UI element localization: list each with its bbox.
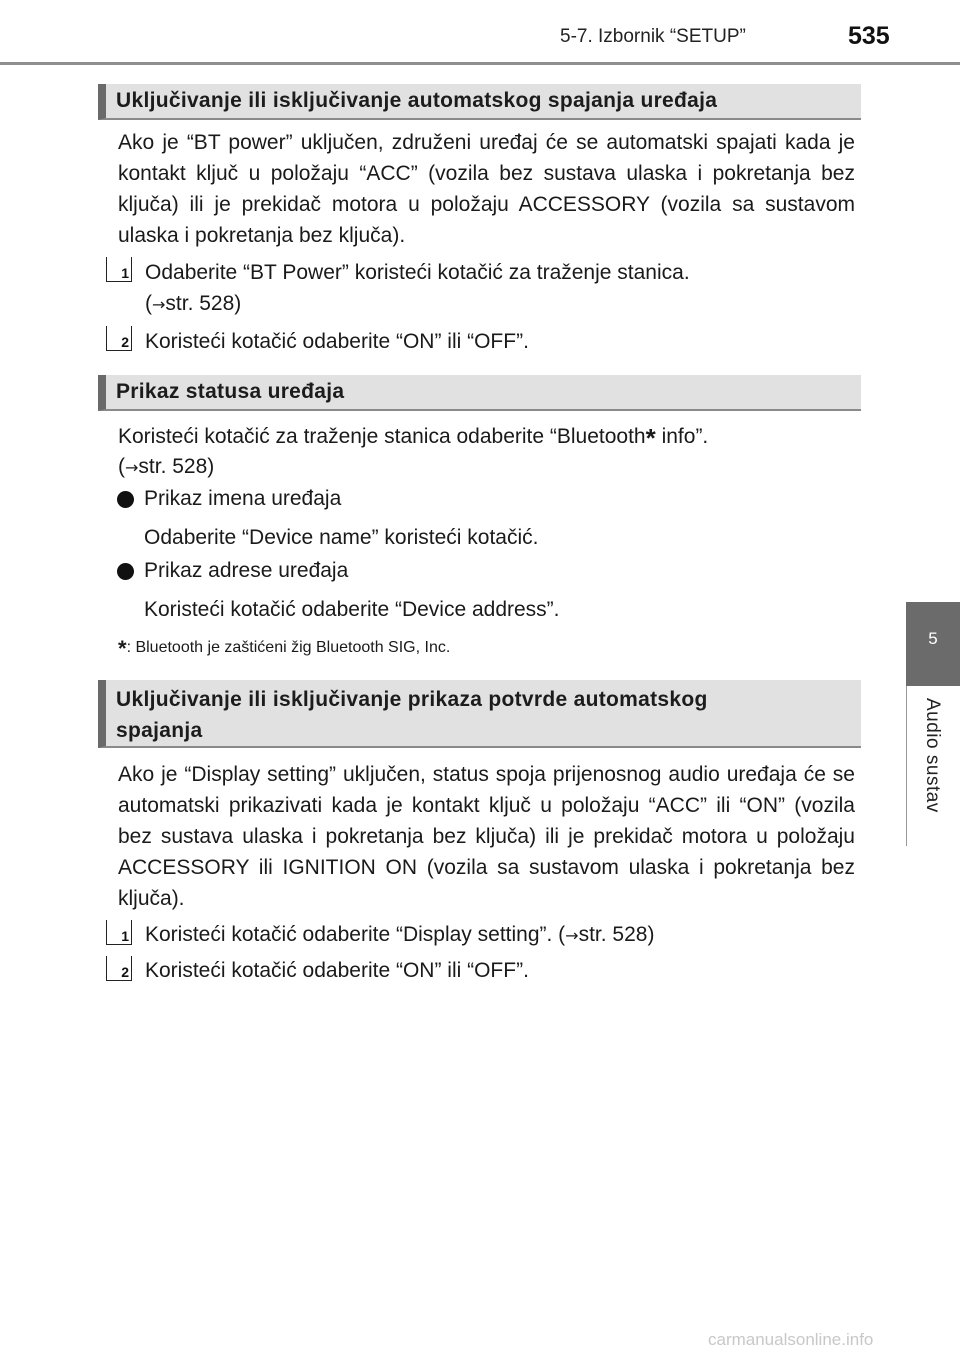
header-divider [0,62,960,65]
paragraph-auto-connect: Ako je “BT power” uključen, združeni uređaj će se automatski spajati kada je kontakt ključ u položaju “ACC” (vozila bez sustava ulaska i pokretanja bez ključa) ili je prekidač motora u položaju ACCESSORY (vozila sa sustavom ulaska i pokretanja bez ključa). [118,131,855,247]
asterisk-icon: * [118,636,127,661]
header-section-title: 5-7. Izbornik “SETUP” [560,26,746,47]
paragraph-reference: (→str. 528) [118,455,215,478]
chapter-tab-number: 5 [906,602,960,686]
bullet-title: Prikaz adrese uređaja [144,559,349,582]
arrow-right-icon: → [565,926,579,945]
page-reference-link[interactable]: str. 528) [165,292,242,315]
bullet-text: Odaberite “Device name” koristeći kotačić. [144,526,539,549]
watermark: carmanualsonline.info [708,1330,874,1349]
step-text: Koristeći kotačić odaberite “Display setting”. (→str. 528) [145,923,655,946]
footnote: *: Bluetooth je zaštićeni žig Bluetooth SIG, Inc. [118,636,451,661]
step-number-box [106,956,132,981]
bullet-text: Koristeći kotačić odaberite “Device address”. [144,598,560,621]
step-number: 1 [121,928,129,944]
step-reference: (→str. 528) [145,292,242,315]
bullet-title: Prikaz imena uređaja [144,487,342,510]
step-number: 2 [121,334,129,350]
section-heading-device-status: Prikaz statusa uređaja [98,375,861,411]
section-heading-auto-connect: Uključivanje ili isključivanje automatskog spajanja uređaja [98,84,861,120]
arrow-right-icon: → [152,295,166,314]
bullet-icon [117,563,134,580]
paragraph-device-status: Koristeći kotačić za traženje stanica odaberite “Bluetooth* info”. [118,423,709,453]
bullet-icon [117,491,134,508]
step-number-box [106,326,132,351]
section-heading-connection-confirm: Uključivanje ili isključivanje prikaza potvrde automatskog spajanja [98,680,861,748]
paragraph-connection-confirm: Ako je “Display setting” uključen, status spoja prijenosnog audio uređaja će se automatski prikazivati kada je kontakt ključ u položaju “ACC” ili “ON” (vozila bez sustava ulaska i pokretanja bez ključa) ili je prekidač motora u položaju ACCESSORY ili IGNITION ON (vozila sa sustavom ulaska i pokretanja bez ključa). [118,763,855,910]
step-number-box [106,920,132,945]
step-number-box [106,257,132,282]
step-text: Koristeći kotačić odaberite “ON” ili “OFF”. [145,330,529,353]
step-number: 2 [121,964,129,980]
page-reference-link[interactable]: str. 528) [578,923,655,946]
chapter-tab-label: Audio sustav [922,698,943,813]
step-text: Odaberite “BT Power” koristeći kotačić za traženje stanica. [145,261,690,284]
arrow-right-icon: → [125,458,139,477]
chapter-tab [906,686,960,846]
page-number: 535 [848,22,890,50]
asterisk-icon: * [645,423,656,453]
page-reference-link[interactable]: str. 528) [138,455,215,478]
step-number: 1 [121,265,129,281]
step-text: Koristeći kotačić odaberite “ON” ili “OFF”. [145,959,529,982]
